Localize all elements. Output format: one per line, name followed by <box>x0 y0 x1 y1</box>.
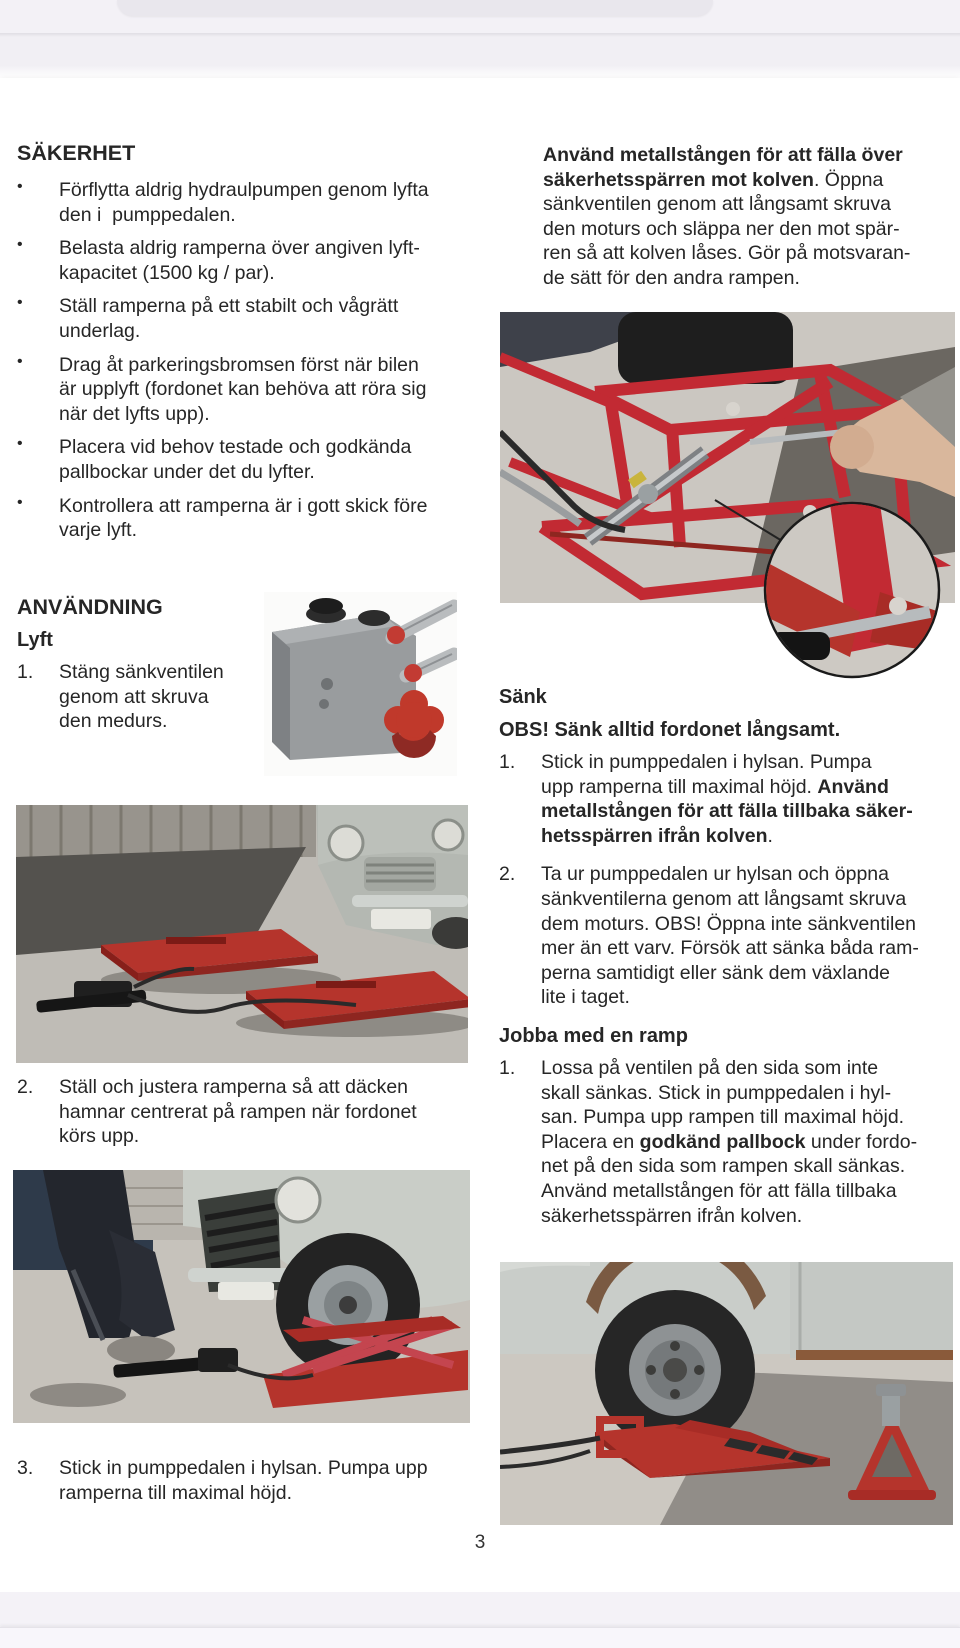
bullet-item: • Belasta aldrig ramperna över angiven lyft- kapacitet (1500 kg / par). <box>17 236 420 284</box>
obs-note: OBS! Sänk alltid fordonet långsamt. <box>499 719 841 741</box>
lift-step-1 <box>17 660 267 734</box>
pump-closeup-photo <box>264 592 457 776</box>
safety-bullet-list <box>17 178 463 543</box>
bullet-item: • Placera vid behov testade och godkända pallbockar under det du lyfter. <box>17 435 412 483</box>
numbered-step: 3. Stick in pumppedalen i hylsan. Pumpa upp ramperna till maximal höjd. <box>17 1457 428 1504</box>
step3-section <box>17 1456 463 1514</box>
step2-section <box>17 1075 463 1158</box>
one-ramp-heading: Jobba med en ramp <box>499 1024 688 1047</box>
step-3 <box>17 1456 463 1505</box>
next-page-edge <box>0 1627 960 1648</box>
ramp-raised-photo <box>500 312 955 682</box>
safety-heading: SÄKERHET <box>17 141 136 165</box>
sank-step-list <box>499 750 949 1010</box>
page-number: 3 <box>474 1532 486 1553</box>
usage-heading: ANVÄNDNING <box>17 595 163 619</box>
foot-pump-photo <box>13 1170 470 1423</box>
numbered-step: 1. Stick in pumppedalen i hylsan. Pumpa upp ramperna till maximal höjd. Använd metallstången för att fälla tillbaka säker- hetsspärren ifrån kolven. <box>499 751 913 847</box>
usage-section <box>17 594 267 743</box>
page-gap-band <box>0 33 960 78</box>
car-ramps-photo <box>16 805 468 1063</box>
intro-paragraph: Använd metallstången för att fälla över säkerhetsspärren mot kolven. Öppna sänkventilen genom att långsamt skruva den moturs och släppa ner den mot spär- ren så att kolven låses. Gör på motsvaran- de sätt för den andra rampen. <box>543 144 911 289</box>
sank-heading: Sänk <box>499 686 547 708</box>
numbered-step: 1. Lossa på ventilen på den sida som inte skall sänkas. Stick in pumppedalen i hyl- san. Pumpa upp rampen till maximal höjd. Placera en godkänd pallbock under fordo- net på den sida som rampen skall sänkas. Använd metallstången för att fälla tillbaka säkerhetsspärren ifrån kolven. <box>499 1056 918 1227</box>
one-ramp-step-list <box>499 1056 949 1228</box>
step-2 <box>17 1075 463 1149</box>
bottom-page-gap <box>0 1592 960 1627</box>
bullet-item: • Kontrollera att ramperna är i gott skick före varje lyft. <box>17 493 428 542</box>
lower-section <box>499 684 949 1242</box>
numbered-step: 2. Ställ och justera ramperna så att däcken hamnar centrerat på rampen när fordonet körs upp. <box>17 1076 417 1148</box>
bullet-item: • Drag åt parkeringsbromsen först när bilen är upplyft (fordonet kan behöva att röra sig när det lyfts upp). <box>17 352 427 425</box>
bullet-item: • Ställ ramperna på ett stabilt och vågrätt underlag. <box>17 294 399 342</box>
lift-subheading: Lyft <box>17 629 53 651</box>
previous-page-edge <box>117 0 713 16</box>
wheel-jackstand-photo <box>500 1262 953 1525</box>
safety-section <box>17 140 463 552</box>
numbered-step: 1. Stäng sänkventilen genom att skruva den medurs. <box>17 661 224 733</box>
bullet-item: • Förflytta aldrig hydraulpumpen genom lyfta den i pumppedalen. <box>17 178 429 226</box>
numbered-step: 2. Ta ur pumppedalen ur hylsan och öppna sänkventilerna genom att långsamt skruva dem moturs. OBS! Öppna inte sänkventilen mer än ett varv. Försök att sänka båda ram- perna samtidigt eller sänk dem växlande lite i taget. <box>499 863 919 1009</box>
